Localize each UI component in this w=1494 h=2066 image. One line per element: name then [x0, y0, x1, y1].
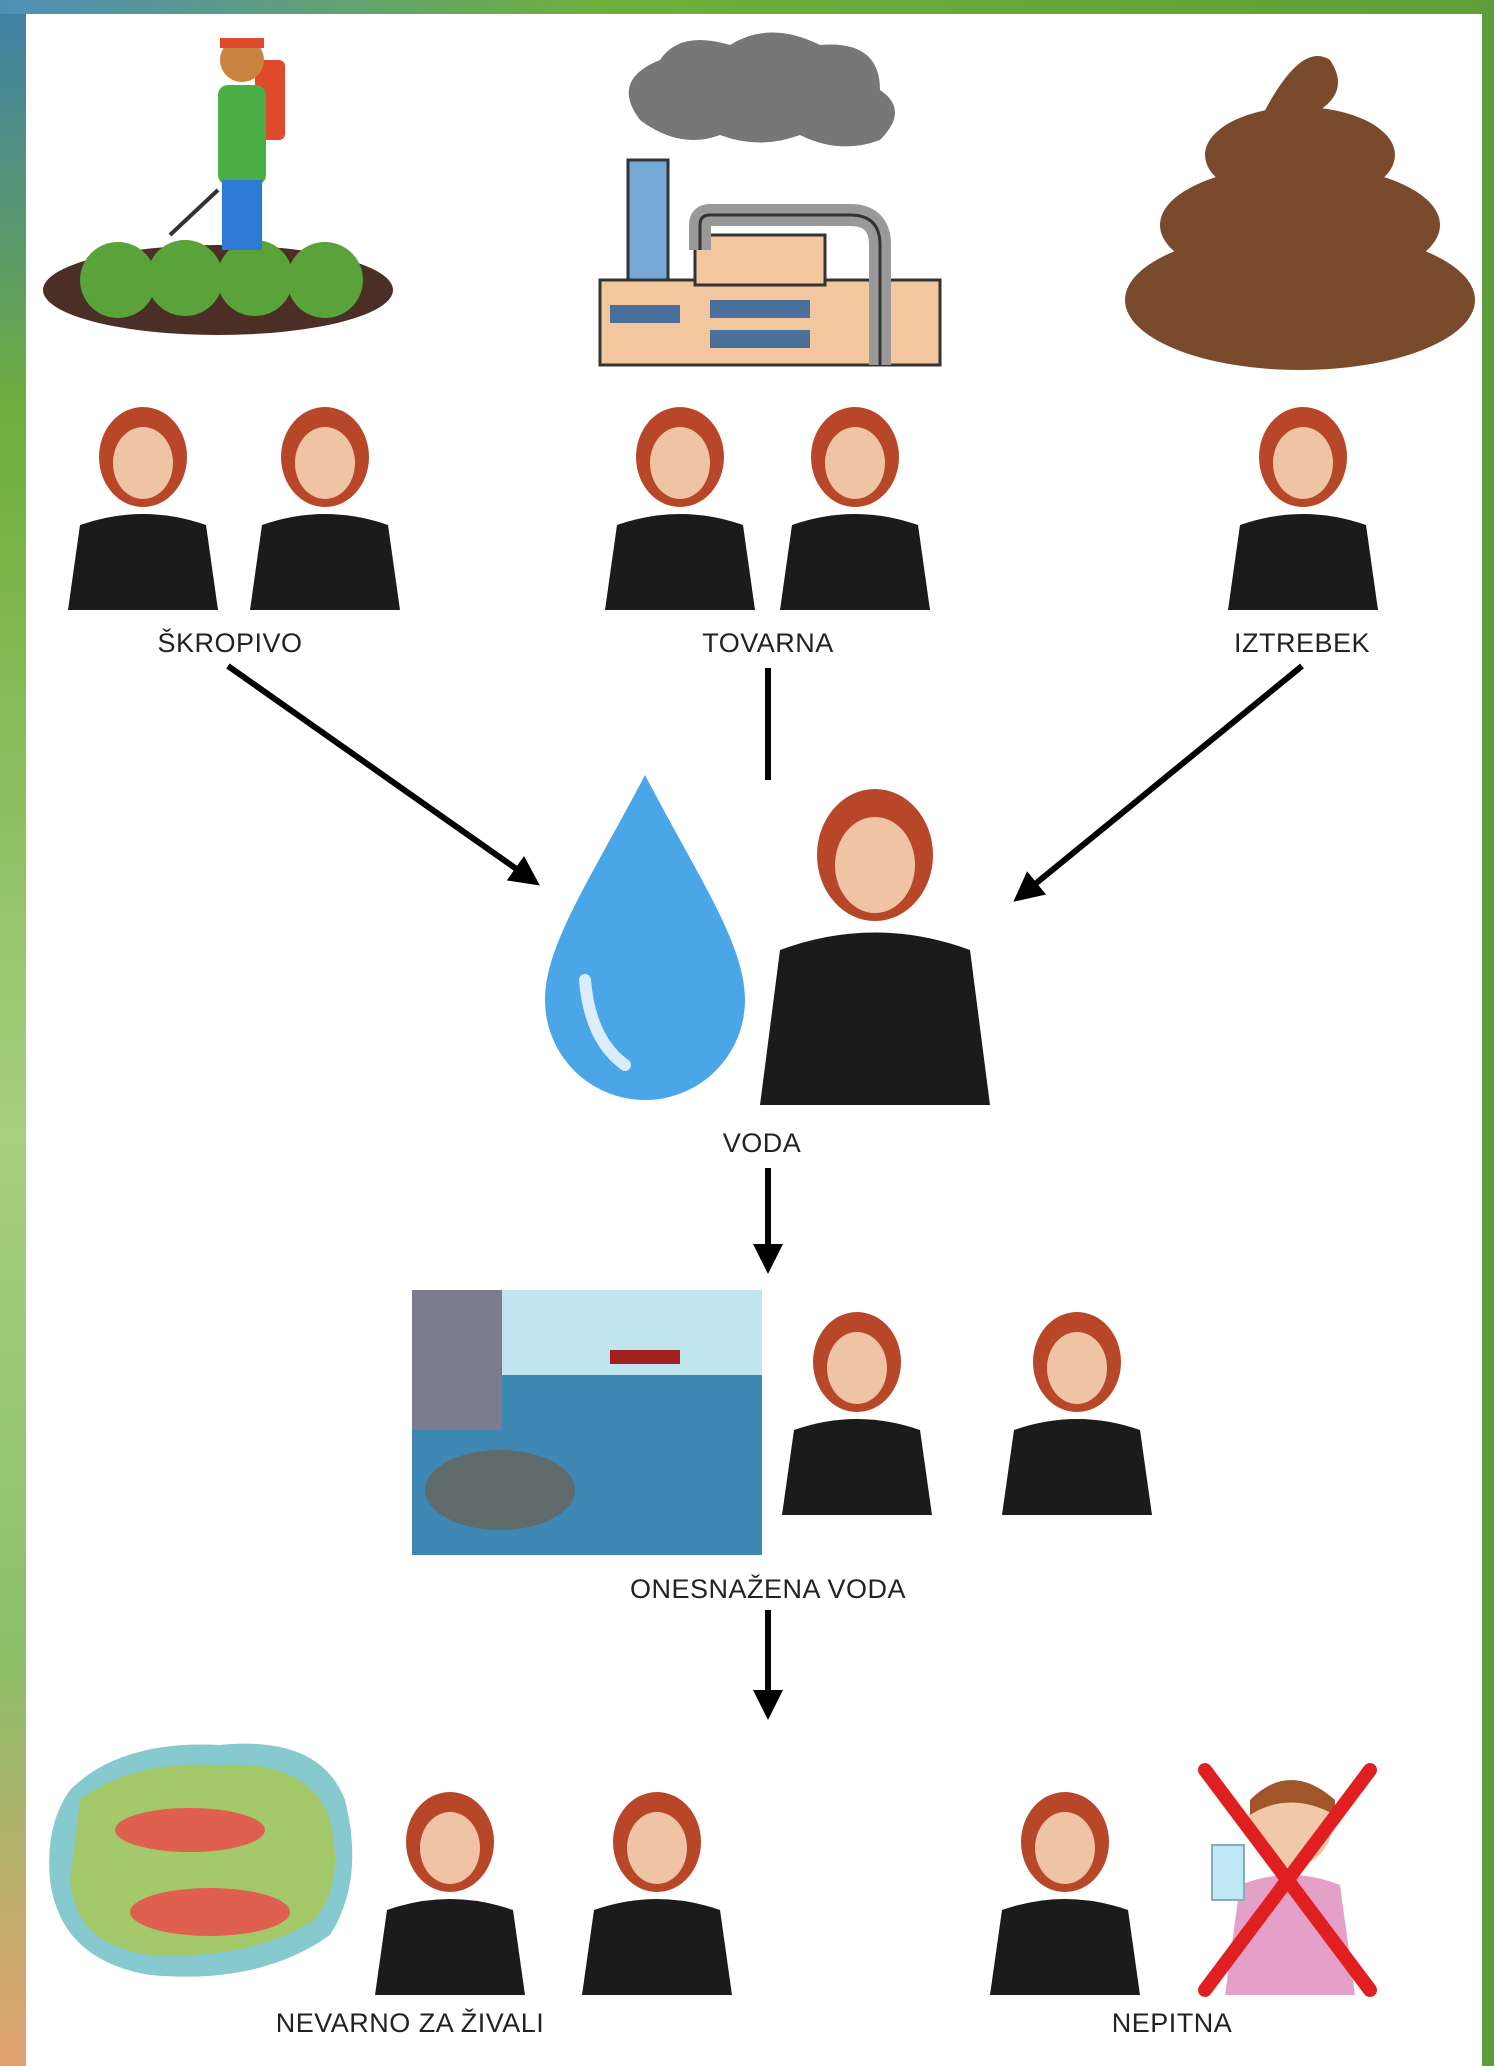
- sign-photo-onesnazena-2: [992, 1300, 1162, 1515]
- sign-photo-skropivo-1: [58, 395, 228, 610]
- factory-illustration: [600, 33, 940, 366]
- sign-photo-tovarna-1: [595, 395, 765, 610]
- poop-illustration: [1125, 56, 1475, 370]
- sign-photo-tovarna-2: [770, 395, 940, 610]
- arrow-iztrebek-to-voda: [1018, 666, 1302, 898]
- sign-photo-iztrebek: [1218, 395, 1388, 610]
- sign-photo-skropivo-2: [240, 395, 410, 610]
- label-tovarna: TOVARNA: [702, 628, 834, 658]
- label-nepitna: NEPITNA: [1111, 2008, 1233, 2038]
- sign-photo-voda: [752, 780, 1002, 1105]
- water-drop-icon: [545, 775, 745, 1100]
- dead-fish-illustration: [49, 1744, 352, 1977]
- sign-photo-nevarno-2: [572, 1780, 742, 1995]
- label-nevarno-za-zivali: NEVARNO ZA ŽIVALI: [275, 2008, 545, 2038]
- sign-photo-nevarno-1: [365, 1780, 535, 1995]
- farmer-spraying-illustration: [43, 38, 393, 335]
- label-voda: VODA: [722, 1128, 802, 1158]
- sign-photo-onesnazena-1: [772, 1300, 942, 1515]
- label-skropivo: ŠKROPIVO: [157, 628, 303, 658]
- label-iztrebek: IZTREBEK: [1233, 628, 1371, 658]
- arrow-skropivo-to-voda: [228, 666, 535, 882]
- polluted-water-illustration: [412, 1290, 762, 1555]
- label-onesnazena-voda: ONESNAŽENA VODA: [629, 1574, 907, 1604]
- sign-photo-nepitna: [980, 1780, 1150, 1995]
